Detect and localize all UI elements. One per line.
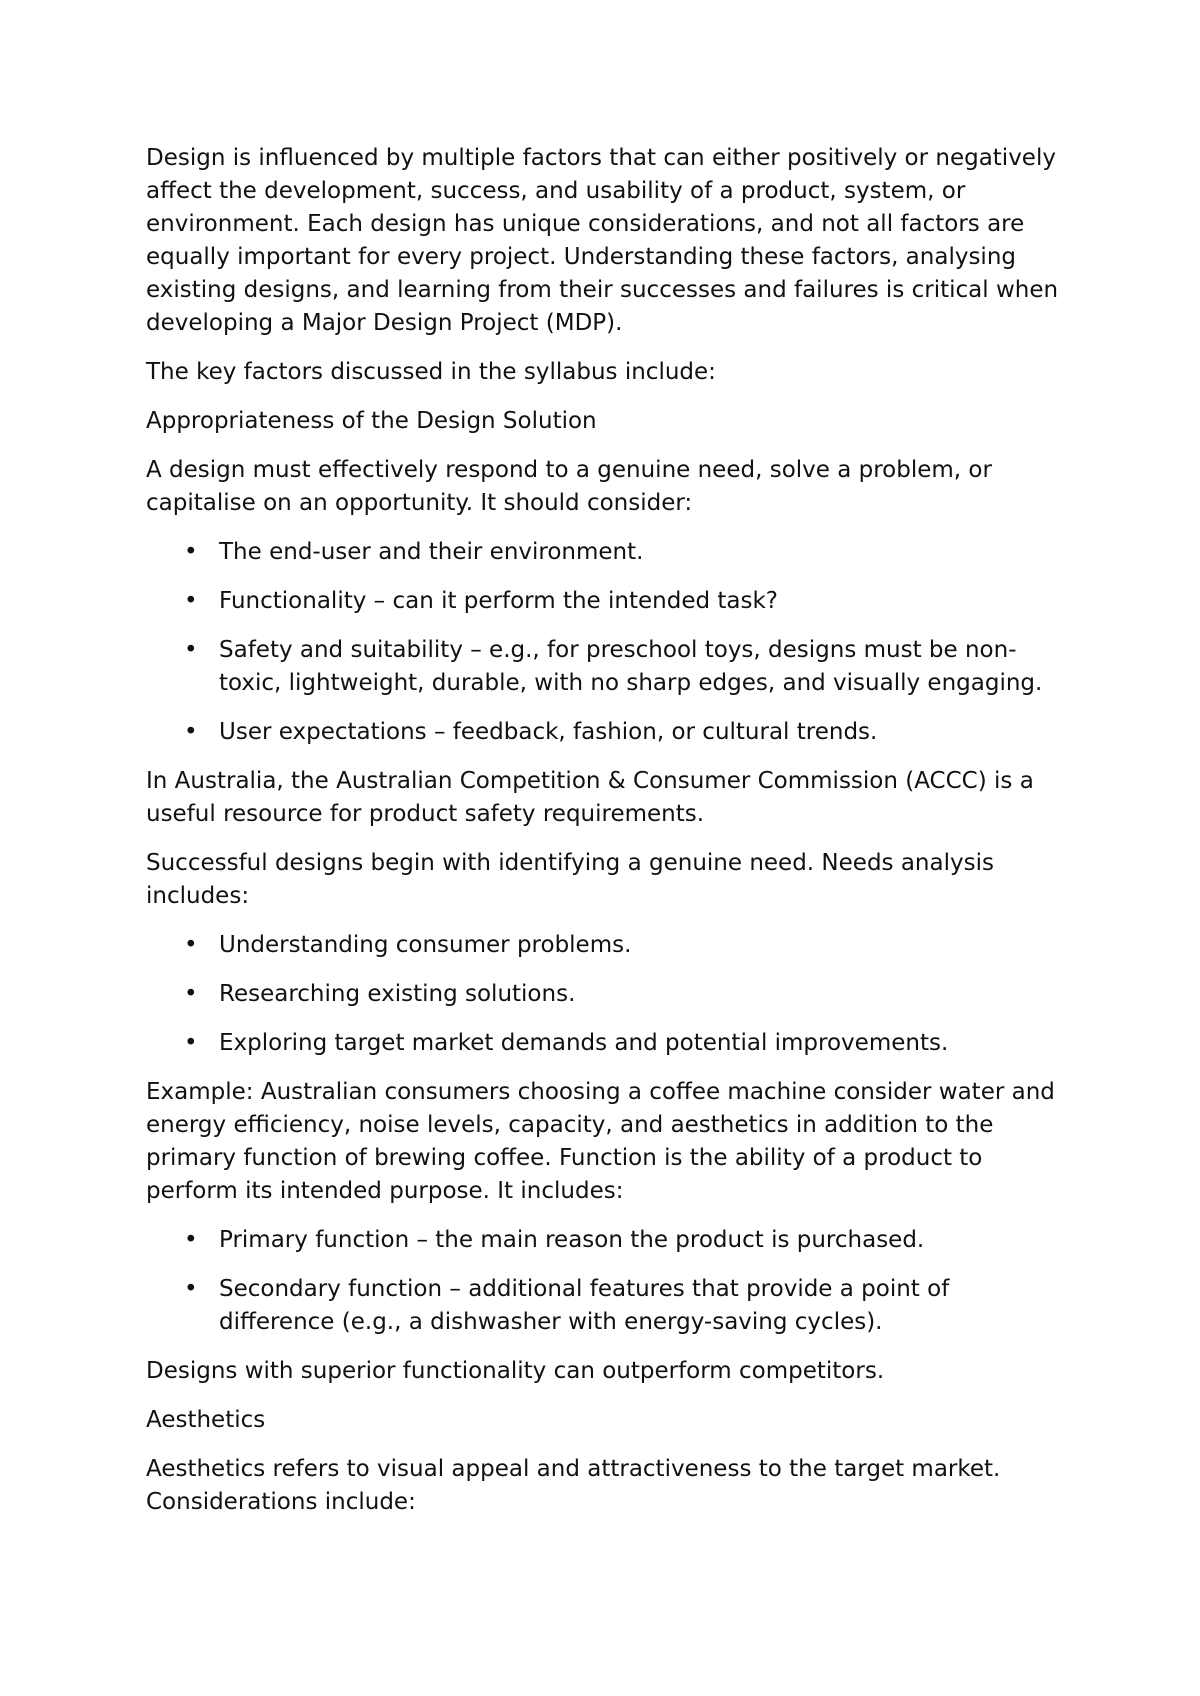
list-item-text: Primary function – the main reason the product is purchased. (219, 1227, 925, 1253)
list-item-text: User expectations – feedback, fashion, or cultural trends. (219, 719, 878, 745)
bullet-icon: • (184, 588, 198, 614)
aesthetics-heading: Aesthetics (146, 1407, 266, 1433)
aesthetics-paragraph: Aesthetics refers to visual appeal and attractiveness to the target market. Considerations include: (146, 1456, 1001, 1515)
list-item (146, 1224, 1066, 1257)
list-item (146, 1273, 1066, 1339)
needs-paragraph: Successful designs begin with identifying a genuine need. Needs analysis includes: (146, 850, 994, 909)
list-item-text: Functionality – can it perform the intended task? (219, 588, 778, 614)
appropriateness-paragraph: A design must effectively respond to a genuine need, solve a problem, or capitalise on an opportunity. It should consider: (146, 457, 992, 516)
intro-paragraph: Design is influenced by multiple factors that can either positively or negatively affect the development, success, and usability of a product, system, or environment. Each design has unique considerations, and not all factors are equally important for every project. Understanding these factors, analysing existing designs, and learning from their successes and failures is critical when developing a Major Design Project (MDP). (146, 145, 1059, 336)
bullet-icon: • (184, 1276, 198, 1302)
list-item (146, 978, 1066, 1011)
list-item-text: Understanding consumer problems. (219, 932, 632, 958)
consider-list (146, 536, 1066, 749)
list-item-text: Researching existing solutions. (219, 981, 576, 1007)
list-item (146, 536, 1066, 569)
bullet-icon: • (184, 1227, 198, 1253)
appropriateness-heading: Appropriateness of the Design Solution (146, 408, 597, 434)
list-item (146, 634, 1066, 700)
bullet-icon: • (184, 719, 198, 745)
list-item (146, 716, 1066, 749)
list-item (146, 1027, 1066, 1060)
needs-list (146, 929, 1066, 1060)
bullet-icon: • (184, 637, 198, 663)
key-factors-paragraph: The key factors discussed in the syllabus include: (146, 359, 716, 385)
accc-paragraph: In Australia, the Australian Competition & Consumer Commission (ACCC) is a useful resource for product safety requirements. (146, 768, 1034, 827)
example-paragraph: Example: Australian consumers choosing a coffee machine consider water and energy efficiency, noise levels, capacity, and aesthetics in addition to the primary function of brewing coffee. Function is the ability of a product to perform its intended purpose. It includes: (146, 1079, 1055, 1204)
list-item-text: Safety and suitability – e.g., for preschool toys, designs must be non-toxic, lightweight, durable, with no sharp edges, and visually engaging. (219, 637, 1043, 696)
bullet-icon: • (184, 981, 198, 1007)
list-item-text: Exploring target market demands and potential improvements. (219, 1030, 949, 1056)
list-item-text: The end-user and their environment. (219, 539, 644, 565)
function-list (146, 1224, 1066, 1339)
list-item (146, 929, 1066, 962)
superior-paragraph: Designs with superior functionality can outperform competitors. (146, 1358, 885, 1384)
bullet-icon: • (184, 1030, 198, 1056)
bullet-icon: • (184, 539, 198, 565)
list-item (146, 585, 1066, 618)
list-item-text: Secondary function – additional features that provide a point of difference (e.g., a dishwasher with energy-saving cycles). (219, 1276, 950, 1335)
document-body (146, 142, 1066, 1535)
bullet-icon: • (184, 932, 198, 958)
